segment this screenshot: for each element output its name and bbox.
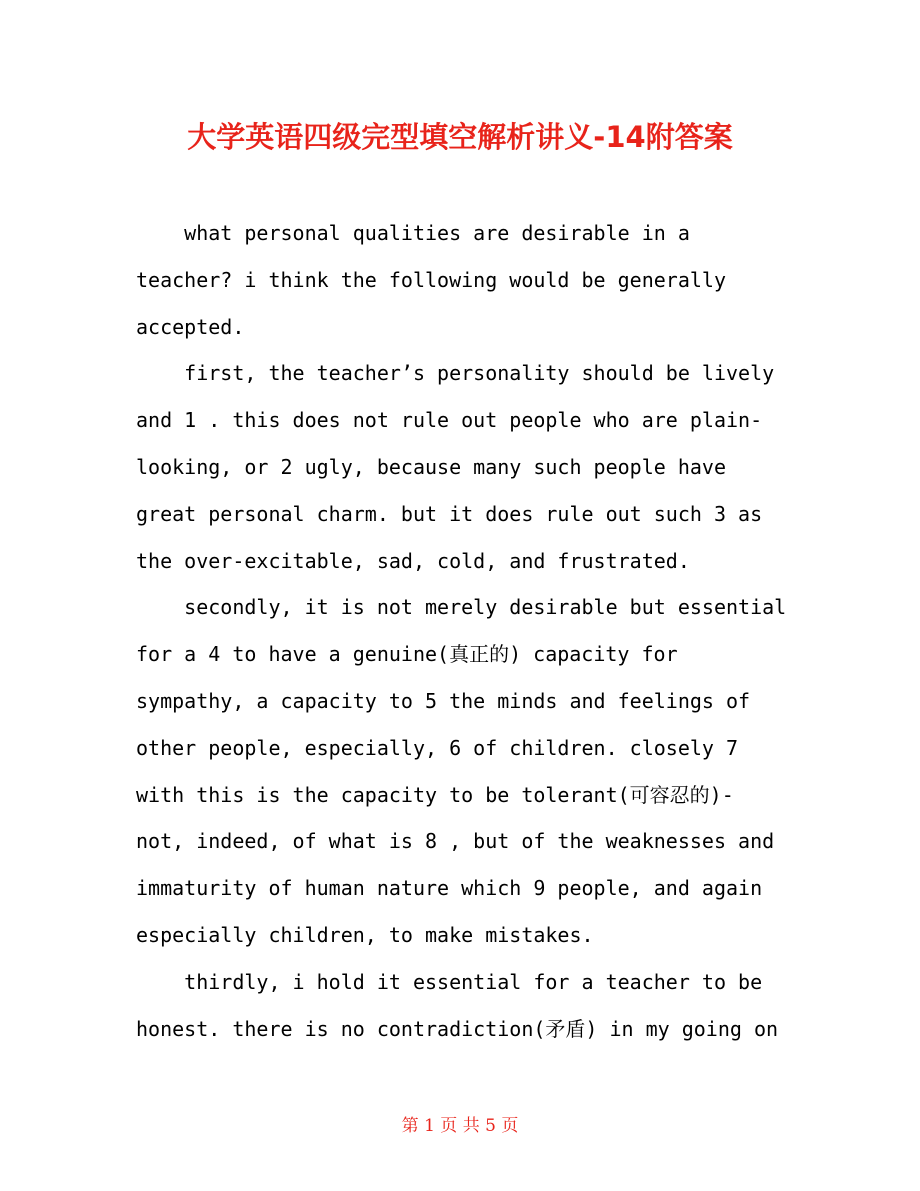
text-line: first, the teacher’s personality should be lively <box>136 361 775 386</box>
text-line: what personal qualities are desirable in a <box>136 221 690 245</box>
page-footer: 第 1 页 共 5 页 <box>401 1116 519 1136</box>
text-line: looking, or 2 ugly, because many such people have <box>136 454 727 479</box>
text-line: especially children, to make mistakes. <box>136 922 594 947</box>
text-line: for a 4 to have a genuine(真正的) capacity for <box>136 642 678 667</box>
text-line: the over-excitable, sad, cold, and frustrated. <box>136 548 690 573</box>
text-line: great personal charm. but it does rule out such 3 as <box>136 501 763 526</box>
text-line: sympathy, a capacity to 5 the minds and feelings of <box>136 688 751 713</box>
text-line: and 1 . this does not rule out people who are plain- <box>136 408 763 433</box>
document-title: 大学英语四级完型填空解析讲义-14附答案 <box>187 120 733 154</box>
text-line: accepted. <box>136 314 245 339</box>
text-line: with this is the capacity to be tolerant(可容忍的)- <box>136 782 734 807</box>
document-body <box>136 210 796 1052</box>
text-line: teacher? i think the following would be generally <box>136 267 727 292</box>
text-line: other people, especially, 6 of children. closely 7 <box>136 735 739 760</box>
text-line: honest. there is no contradiction(矛盾) in my going on <box>136 1016 779 1041</box>
text-line: immaturity of human nature which 9 people, and again <box>136 876 763 901</box>
text-line: thirdly, i hold it essential for a teacher to be <box>136 969 763 994</box>
text-line: secondly, it is not merely desirable but essential <box>136 595 787 620</box>
text-line: not, indeed, of what is 8 , but of the weaknesses and <box>136 829 775 854</box>
